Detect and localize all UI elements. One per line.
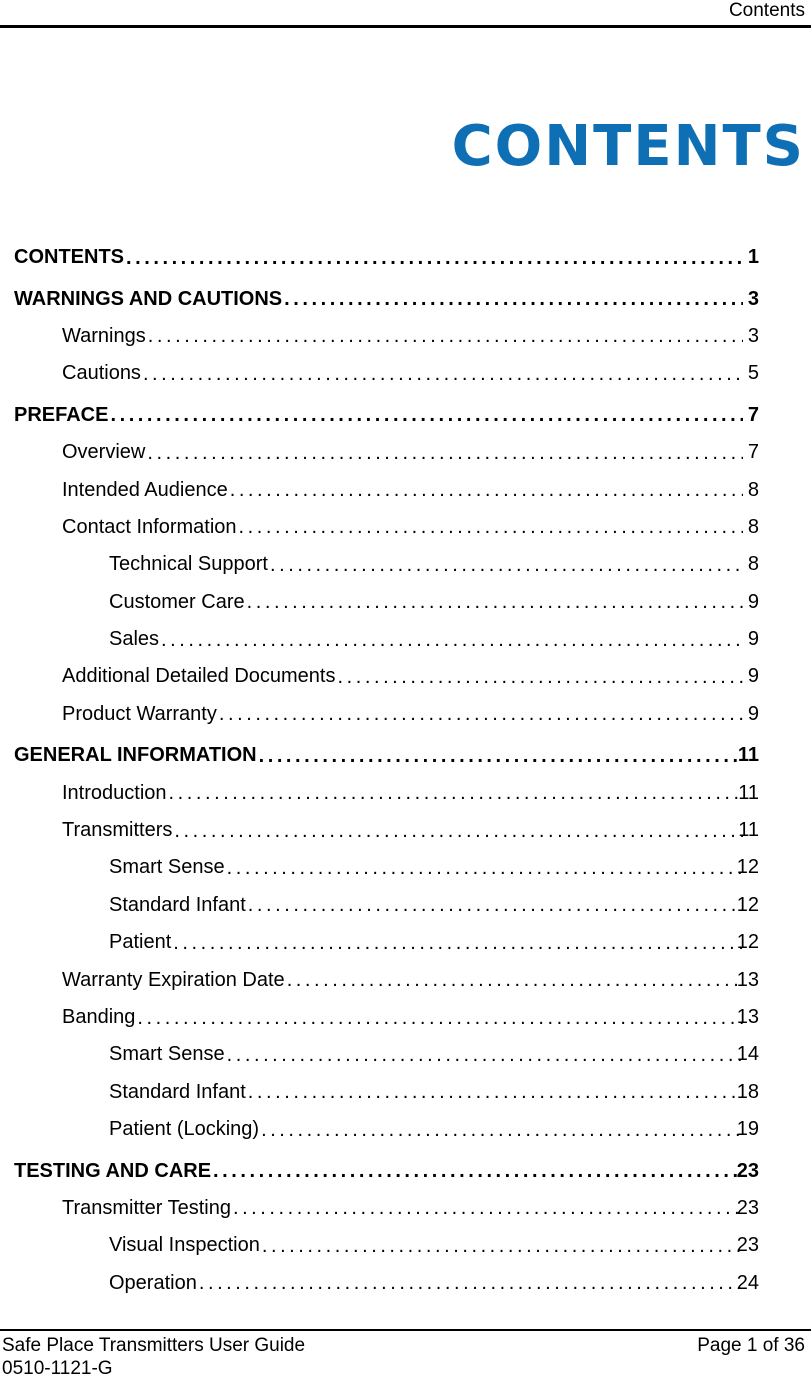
toc-entry-label: Intended Audience <box>62 478 228 501</box>
toc-entry[interactable] <box>0 239 811 276</box>
toc-entry-page: 9 <box>747 702 759 725</box>
toc-entry-label: Standard Infant <box>109 1080 246 1103</box>
toc-entry-label: CONTENTS <box>14 246 124 269</box>
toc-entry-label: Warranty Expiration Date <box>62 968 285 991</box>
toc-entry[interactable] <box>0 737 811 774</box>
toc-entry-page: 24 <box>736 1271 759 1294</box>
toc-entry[interactable] <box>0 397 811 434</box>
toc-entry[interactable] <box>0 924 811 961</box>
toc-entry-page: 3 <box>747 287 759 310</box>
toc-entry-page: 1 <box>747 246 759 269</box>
toc-entry-page: 19 <box>736 1118 759 1141</box>
toc-entry-page: 8 <box>747 553 759 576</box>
toc-entry-label: Transmitter Testing <box>62 1196 231 1219</box>
toc-leader-dots <box>287 969 743 991</box>
toc-entry[interactable] <box>0 887 811 924</box>
toc-entry[interactable] <box>0 1152 811 1189</box>
toc-entry-page: 7 <box>747 403 759 426</box>
toc-entry-page: 3 <box>747 324 759 347</box>
toc-leader-dots <box>110 404 743 426</box>
toc-entry-label: Warnings <box>62 324 146 347</box>
toc-entry-page: 9 <box>747 628 759 651</box>
toc-leader-dots <box>338 666 744 688</box>
toc-entry-page: 23 <box>736 1159 759 1182</box>
footer-doc-title: Safe Place Transmitters User Guide <box>2 1335 306 1356</box>
toc-leader-dots <box>227 1044 743 1066</box>
toc-entry[interactable] <box>0 1227 811 1264</box>
toc-entry[interactable] <box>0 355 811 392</box>
toc-leader-dots <box>230 479 743 501</box>
toc-entry[interactable] <box>0 280 811 317</box>
toc-entry-label: Patient <box>109 931 172 954</box>
toc-entry-label: PREFACE <box>14 403 109 426</box>
toc-entry[interactable] <box>0 1265 811 1302</box>
running-header: Contents <box>728 0 805 21</box>
toc-leader-dots <box>126 247 743 269</box>
toc-entry-page: 12 <box>736 893 759 916</box>
table-of-contents <box>0 235 811 1302</box>
toc-entry[interactable] <box>0 471 811 508</box>
toc-entry-page: 23 <box>736 1196 759 1219</box>
toc-leader-dots <box>148 325 743 347</box>
toc-entry-page: 12 <box>736 931 759 954</box>
toc-entry-label: Customer Care <box>109 590 245 613</box>
toc-entry-label: Patient (Locking) <box>109 1118 260 1141</box>
footer-left <box>2 1334 305 1380</box>
toc-entry[interactable] <box>0 812 811 849</box>
toc-entry-page: 11 <box>738 781 759 804</box>
toc-entry-label: Product Warranty <box>62 702 217 725</box>
footer-rule <box>0 1329 811 1331</box>
toc-entry-label: Technical Support <box>109 553 268 576</box>
toc-entry-page: 23 <box>736 1234 759 1257</box>
toc-entry-label: Visual Inspection <box>109 1234 260 1257</box>
toc-leader-dots <box>147 442 743 464</box>
toc-leader-dots <box>199 1272 743 1294</box>
toc-leader-dots <box>173 932 743 954</box>
toc-entry-label: Smart Sense <box>109 1043 225 1066</box>
toc-entry[interactable] <box>0 584 811 621</box>
toc-entry-label: WARNINGS AND CAUTIONS <box>14 287 283 310</box>
toc-entry-label: Transmitters <box>62 819 173 842</box>
toc-leader-dots <box>219 703 743 725</box>
toc-leader-dots <box>233 1197 743 1219</box>
toc-entry[interactable] <box>0 1111 811 1148</box>
toc-entry[interactable] <box>0 774 811 811</box>
toc-entry-label: Banding <box>62 1006 136 1028</box>
toc-entry[interactable] <box>0 1074 811 1111</box>
toc-entry-label: Sales <box>109 628 160 651</box>
toc-entry-label: Additional Detailed Documents <box>62 665 336 688</box>
toc-entry-page: 13 <box>736 1006 759 1028</box>
toc-leader-dots <box>137 1007 743 1029</box>
toc-entry-label: Standard Infant <box>109 893 246 916</box>
toc-entry[interactable] <box>0 1036 811 1073</box>
toc-entry-page: 9 <box>747 665 759 688</box>
toc-entry[interactable] <box>0 849 811 886</box>
toc-leader-dots <box>161 629 743 651</box>
toc-leader-dots <box>169 782 743 804</box>
toc-entry-page: 8 <box>747 515 759 538</box>
toc-entry-page: 12 <box>736 856 759 879</box>
toc-entry-page: 5 <box>747 362 759 385</box>
toc-entry-label: Cautions <box>62 362 141 385</box>
toc-entry[interactable] <box>0 1190 811 1227</box>
toc-entry-label: Introduction <box>62 781 167 804</box>
toc-leader-dots <box>174 820 743 842</box>
page-title: CONTENTS <box>451 114 805 179</box>
toc-entry-label: GENERAL INFORMATION <box>14 744 257 767</box>
header-rule <box>0 25 811 28</box>
toc-leader-dots <box>143 363 743 385</box>
toc-leader-dots <box>248 1081 743 1103</box>
toc-entry-label: Operation <box>109 1271 197 1294</box>
toc-entry[interactable] <box>0 509 811 546</box>
toc-entry-page: 13 <box>736 968 759 991</box>
toc-entry-label: TESTING AND CARE <box>14 1159 212 1182</box>
toc-entry-page: 14 <box>736 1043 759 1066</box>
toc-entry[interactable] <box>0 961 811 998</box>
toc-entry[interactable] <box>0 621 811 658</box>
toc-leader-dots <box>261 1119 743 1141</box>
toc-leader-dots <box>248 894 743 916</box>
toc-entry-page: 9 <box>747 590 759 613</box>
toc-entry-label: Contact Information <box>62 515 237 538</box>
toc-leader-dots <box>239 516 743 538</box>
toc-entry-label: Smart Sense <box>109 856 225 879</box>
toc-entry-page: 18 <box>736 1080 759 1103</box>
toc-leader-dots <box>247 591 743 613</box>
toc-leader-dots <box>284 288 743 310</box>
toc-entry-page: 7 <box>747 441 759 464</box>
toc-entry[interactable] <box>0 546 811 583</box>
toc-entry-page: 11 <box>738 819 759 842</box>
toc-entry[interactable] <box>0 999 811 1036</box>
toc-entry[interactable] <box>0 434 811 471</box>
footer-page-info: Page 1 of 36 <box>697 1335 805 1356</box>
toc-entry-label: Overview <box>62 441 146 464</box>
toc-leader-dots <box>270 554 743 576</box>
toc-entry[interactable] <box>0 658 811 695</box>
toc-leader-dots <box>213 1160 743 1182</box>
toc-leader-dots <box>262 1235 743 1257</box>
toc-entry-page: 8 <box>747 478 759 501</box>
toc-entry-page: 11 <box>737 744 759 767</box>
toc-entry[interactable] <box>0 696 811 733</box>
toc-entry[interactable] <box>0 318 811 355</box>
footer-doc-number: 0510-1121-G <box>2 1358 113 1379</box>
toc-leader-dots <box>259 745 743 767</box>
toc-leader-dots <box>227 857 743 879</box>
